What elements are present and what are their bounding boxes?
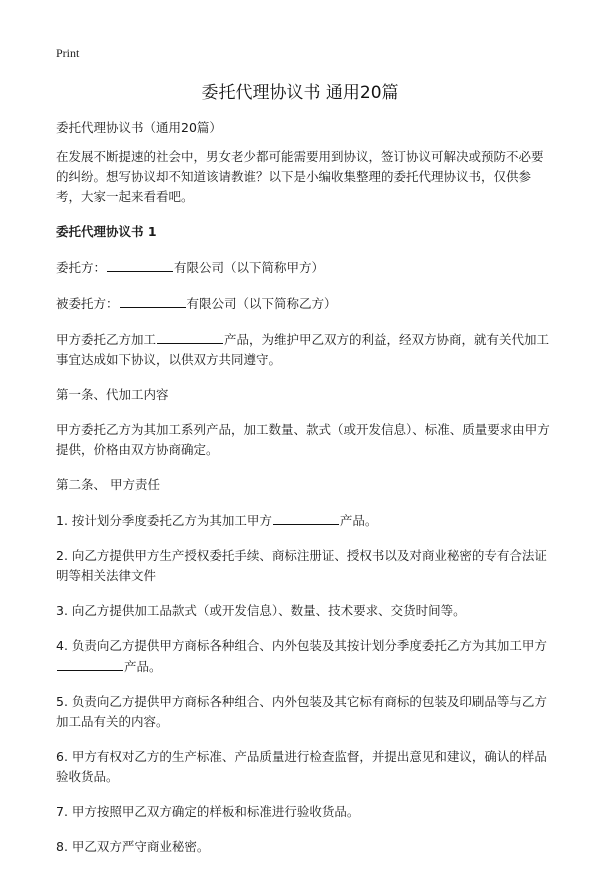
- document-title: 委托代理协议书 通用20篇: [201, 83, 399, 103]
- agent-name-blank: [120, 293, 186, 308]
- list-item-5: 5. 负责向乙方提供甲方商标各种组合、内外包装及其它标有商标的包装及印刷品等与乙方加工品有关的内容。: [56, 694, 547, 729]
- product-name-blank: [157, 329, 223, 344]
- list-item-4-suffix: 产品。: [124, 659, 162, 674]
- print-link[interactable]: Print: [56, 46, 80, 60]
- list-item-2: 2. 向乙方提供甲方生产授权委托手续、商标注册证、授权书以及对商业秘密的专有合法证明等相关法律文件: [56, 548, 547, 583]
- agent-suffix: 有限公司（以下简称乙方）: [186, 296, 337, 311]
- article-1-title: 第一条、代加工内容: [56, 387, 169, 402]
- list-item-4-blank: [57, 656, 123, 671]
- list-item-8: 8. 甲乙双方严守商业秘密。: [56, 839, 210, 854]
- client-label: 委托方：: [56, 260, 107, 275]
- purpose-paragraph: [56, 329, 552, 370]
- list-item-1: [56, 510, 552, 531]
- document-body: [56, 118, 552, 872]
- list-item-1-suffix: 产品。: [339, 513, 378, 528]
- list-item-6: 6. 甲方有权对乙方的生产标准、产品质量进行检查监督，并提出意见和建议，确认的样品验收货品。: [56, 749, 547, 784]
- section-heading: 委托代理协议书 1: [56, 224, 157, 239]
- client-line: [56, 257, 552, 278]
- client-suffix: 有限公司（以下简称甲方）: [174, 260, 325, 275]
- list-item-4: [56, 636, 552, 677]
- article-1-body: 甲方委托乙方为其加工系列产品，加工数量、款式（或开发信息）、标准、质量要求由甲方提供，价格由双方协商确定。: [56, 422, 550, 457]
- agent-line: [56, 293, 552, 314]
- list-item-7: 7. 甲方按照甲乙双方确定的样板和标准进行验收货品。: [56, 804, 360, 819]
- document-subtitle: 委托代理协议书（通用20篇）: [56, 120, 222, 135]
- purpose-suffix: 产品，为维护甲乙双方的利益，经双方协商，就有关代加工事宜达成如下协议，以供双方共同遵守。: [56, 332, 550, 367]
- client-name-blank: [107, 257, 173, 272]
- article-2-title: 第二条、 甲方责任: [56, 477, 160, 492]
- intro-paragraph: 在发展不断提速的社会中，男女老少都可能需要用到协议，签订协议可解决或预防不必要的纠纷。想写协议却不知道该请教谁？以下是小编收集整理的委托代理协议书，仅供参考，大家一起来看看吧。: [56, 149, 544, 204]
- list-item-4-text: 4. 负责向乙方提供甲方商标各种组合、内外包装及其按计划分季度委托乙方为其加工甲方: [56, 638, 547, 653]
- list-item-1-text: 1. 按计划分季度委托乙方为其加工甲方: [56, 513, 272, 528]
- list-item-1-blank: [273, 510, 339, 525]
- purpose-prefix: 甲方委托乙方加工: [56, 332, 157, 347]
- agent-label: 被委托方：: [56, 296, 119, 311]
- list-item-3: 3. 向乙方提供加工品款式（或开发信息）、数量、技术要求、交货时间等。: [56, 603, 466, 618]
